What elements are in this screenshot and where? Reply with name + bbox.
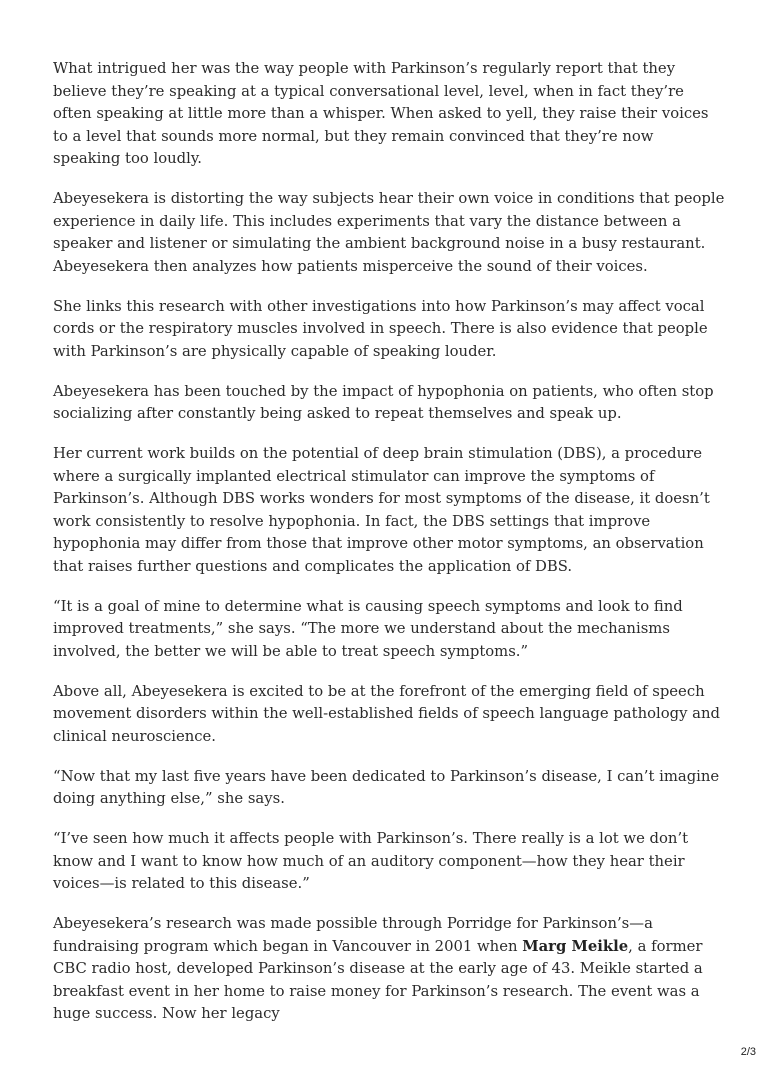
paragraph-text-after: , a former CBC radio host, developed Parkinson’s disease at the early age of 43. Meikle started a breakfast event in her home to raise money for Parkinson’s research. The event was a huge success. Now her legacy [53,937,703,1022]
paragraph: Above all, Abeyesekera is excited to be at the forefront of the emerging field of speech movement disorders within the well-established fields of speech language pathology and clinical neuroscience. [53,682,721,745]
paragraph: Abeyesekera is distorting the way subjects hear their own voice in conditions that people experience in daily life. This includes experiments that vary the distance between a speaker and listener or simulating the ambient background noise in a busy restaurant. Abeyesekera then analyzes how patients misperceive the sound of their voices. [53,190,725,275]
person-name-bold: Marg Meikle [522,937,629,955]
article-body [53,58,725,1043]
paragraph: “I’ve seen how much it affects people with Parkinson’s. There really is a lot we don’t know and I want to know how much of an auditory component—how they hear their voices—is related to this disease.” [53,830,689,892]
paragraph-last [53,913,725,1026]
paragraph: She links this research with other investigations into how Parkinson’s may affect vocal cords or the respiratory muscles involved in speech. There is also evidence that people with Parkinson’s are physically capable of speaking louder. [53,297,708,360]
paragraph: What intrigued her was the way people with Parkinson’s regularly report that they believe they’re speaking at a typical conversational level, level, when in fact they’re often speaking at little more than a whisper. When asked to yell, they raise their voices to a level that sounds more normal, but they remain convinced that they’re now speaking too loudly. [53,60,709,167]
paragraph: “It is a goal of mine to determine what is causing speech symptoms and look to find improved treatments,” she says. “The more we understand about the mechanisms involved, the better we will be able to treat speech symptoms.” [53,597,683,660]
paragraph: Her current work builds on the potential of deep brain stimulation (DBS), a procedure where a surgically implanted electrical stimulator can improve the symptoms of Parkinson’s. Although DBS works wonders for most symptoms of the disease, it doesn’t work consistently to resolve hypophonia. In fact, the DBS settings that improve hypophonia may differ from those that improve other motor symptoms, an observation that raises further questions and complicates the application of DBS. [53,445,710,575]
page-number: 2/3 [740,1046,756,1058]
paragraph-text-before: Abeyesekera’s research was made possible through Porridge for Parkinson’s—a fundraising program which began in Vancouver in 2001 when [53,915,653,955]
paragraph: “Now that my last five years have been dedicated to Parkinson’s disease, I can’t imagine doing anything else,” she says. [53,767,720,807]
paragraph: Abeyesekera has been touched by the impact of hypophonia on patients, who often stop socializing after constantly being asked to repeat themselves and speak up. [53,382,714,422]
